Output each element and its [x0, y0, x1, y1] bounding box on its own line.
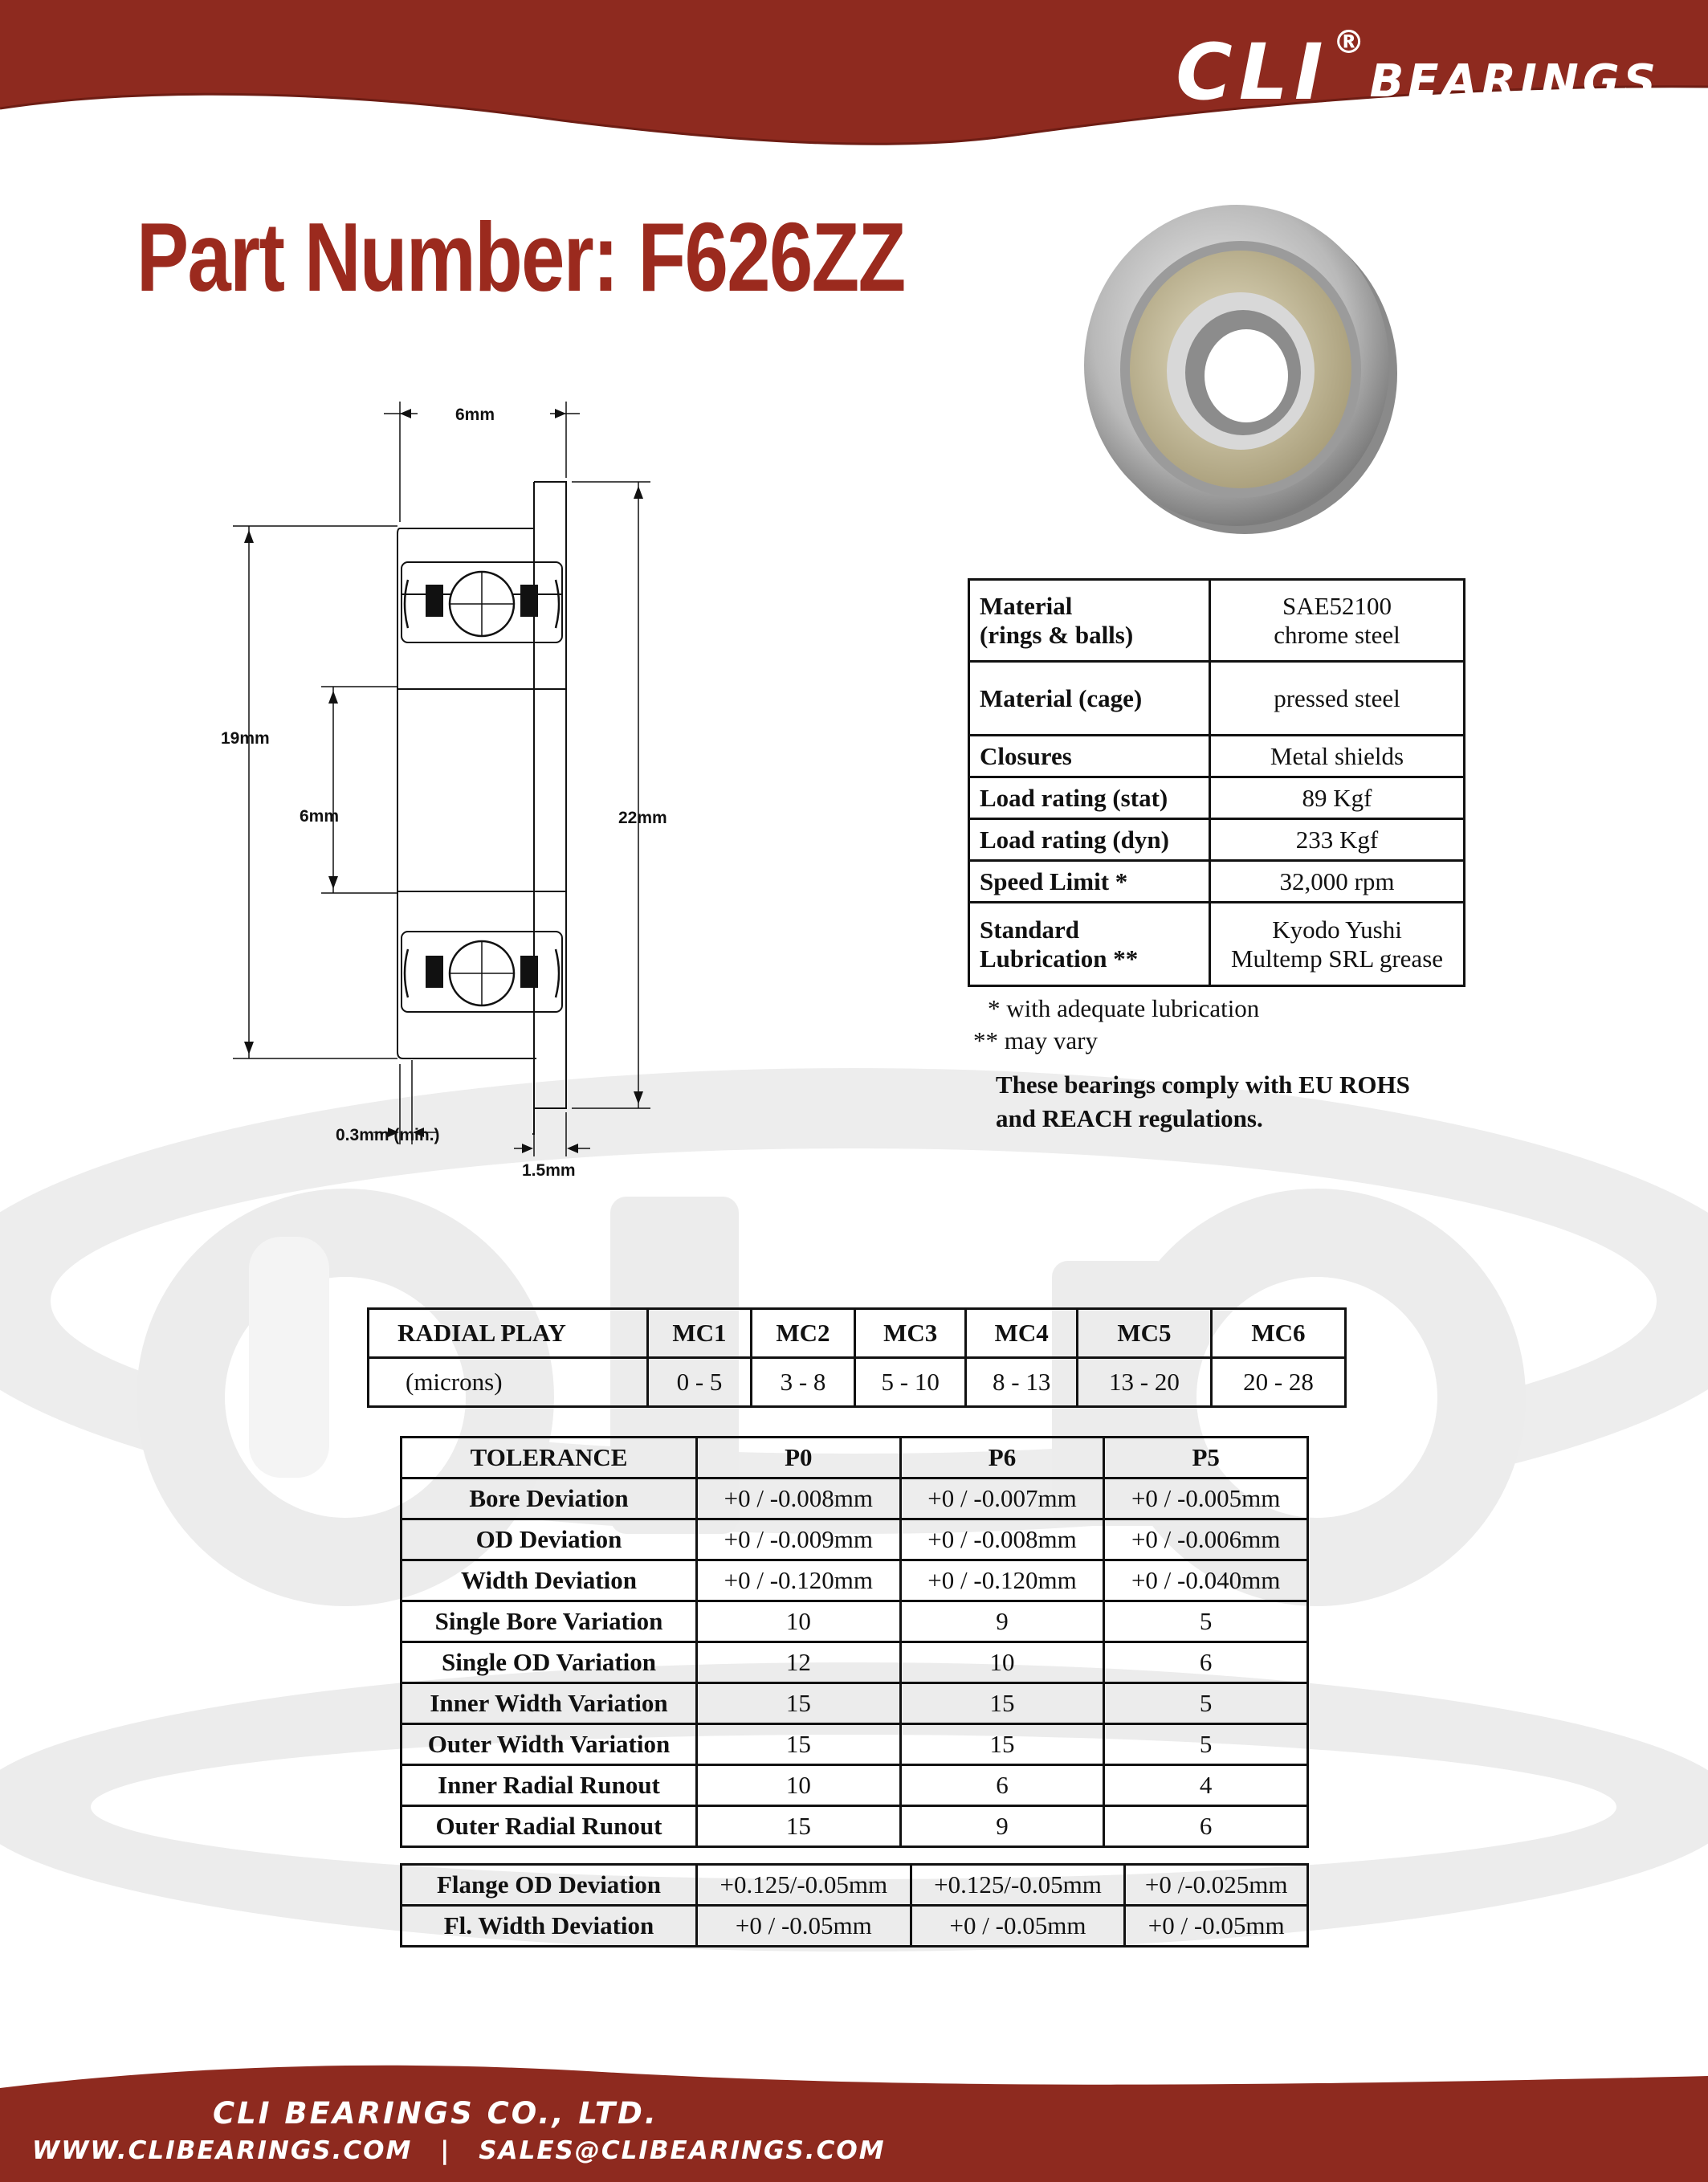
footer-contact	[32, 2136, 886, 2165]
tolerance-value: +0.125/-0.05mm	[697, 1865, 911, 1906]
radial-header-cell: MC1	[648, 1309, 752, 1358]
dim-outer-diameter: 19mm	[221, 729, 270, 748]
table-row	[402, 1560, 1308, 1601]
spec-key: Speed Limit *	[969, 861, 1210, 903]
tolerance-value: 5	[1104, 1724, 1308, 1765]
table-row	[402, 1642, 1308, 1683]
footer-company-name: CLI BEARINGS CO., LTD.	[213, 2096, 658, 2131]
tolerance-label: Fl. Width Deviation	[402, 1906, 697, 1947]
spec-value: 89 Kgf	[1210, 777, 1465, 819]
table-row	[402, 1601, 1308, 1642]
tolerance-value: +0 /-0.025mm	[1125, 1865, 1308, 1906]
radial-unit-cell: (microns)	[369, 1358, 648, 1407]
table-row	[402, 1865, 1308, 1906]
radial-header-cell: MC5	[1077, 1309, 1211, 1358]
spec-row	[969, 861, 1465, 903]
website-link[interactable]: WWW.CLIBEARINGS.COM	[32, 2136, 413, 2165]
tolerance-value: 10	[900, 1642, 1104, 1683]
radial-header-cell: MC2	[751, 1309, 854, 1358]
note-lubrication: * with adequate lubrication	[988, 994, 1260, 1022]
tolerance-value: 4	[1104, 1765, 1308, 1806]
spec-value: SAE52100 chrome steel	[1210, 580, 1465, 662]
spec-row	[969, 580, 1465, 662]
radial-header-cell: RADIAL PLAY	[369, 1309, 648, 1358]
dim-width: 6mm	[455, 406, 495, 424]
flange-tolerance-table	[400, 1863, 1309, 1947]
spec-row	[969, 736, 1465, 777]
tolerance-label: Width Deviation	[402, 1560, 697, 1601]
spec-row	[969, 903, 1465, 986]
tolerance-value: +0 / -0.120mm	[697, 1560, 901, 1601]
tolerance-value: 9	[900, 1601, 1104, 1642]
tolerance-table	[400, 1436, 1309, 1848]
spec-value: 233 Kgf	[1210, 819, 1465, 861]
dim-flange-od: 22mm	[618, 809, 667, 827]
tolerance-value: 9	[900, 1806, 1104, 1847]
tolerance-value: 15	[697, 1724, 901, 1765]
tolerance-value: +0 / -0.05mm	[1125, 1906, 1308, 1947]
spec-key: Material (cage)	[969, 662, 1210, 736]
dim-bore: 6mm	[300, 807, 340, 826]
spec-value: 32,000 rpm	[1210, 861, 1465, 903]
tolerance-header-cell: TOLERANCE	[402, 1438, 697, 1478]
radial-value-cell: 13 - 20	[1077, 1358, 1211, 1407]
table-row	[402, 1478, 1308, 1519]
table-row	[402, 1765, 1308, 1806]
tolerance-value: +0 / -0.008mm	[900, 1519, 1104, 1560]
tolerance-label: Outer Radial Runout	[402, 1806, 697, 1847]
table-row	[402, 1519, 1308, 1560]
tolerance-value: +0 / -0.005mm	[1104, 1478, 1308, 1519]
tolerance-value: +0 / -0.05mm	[911, 1906, 1125, 1947]
tolerance-value: 5	[1104, 1601, 1308, 1642]
email-link[interactable]: SALES@CLIBEARINGS.COM	[479, 2136, 886, 2165]
dim-flange-width: 1.5mm	[522, 1161, 576, 1180]
spec-row	[969, 662, 1465, 736]
radial-play-table	[367, 1307, 1347, 1408]
spec-value: Metal shields	[1210, 736, 1465, 777]
tolerance-value: +0.125/-0.05mm	[911, 1865, 1125, 1906]
tolerance-header-cell: P5	[1104, 1438, 1308, 1478]
tolerance-value: 15	[697, 1806, 901, 1847]
radial-value-cell: 8 - 13	[966, 1358, 1078, 1407]
spec-value: pressed steel	[1210, 662, 1465, 736]
dim-chamfer: 0.3mm (min.)	[336, 1126, 440, 1144]
spec-row	[969, 819, 1465, 861]
note-may-vary: ** may vary	[973, 1026, 1098, 1054]
table-row	[402, 1683, 1308, 1724]
rohs-compliance: These bearings comply with EU ROHS and REACH regulations.	[996, 1071, 1410, 1132]
tolerance-value: 6	[1104, 1806, 1308, 1847]
spec-key: Load rating (stat)	[969, 777, 1210, 819]
tolerance-header-cell: P6	[900, 1438, 1104, 1478]
radial-value-cell: 20 - 28	[1211, 1358, 1345, 1407]
bearing-photo	[1076, 201, 1397, 538]
table-row	[402, 1724, 1308, 1765]
tolerance-value: +0 / -0.040mm	[1104, 1560, 1308, 1601]
tolerance-label: OD Deviation	[402, 1519, 697, 1560]
spec-key: Standard Lubrication **	[969, 903, 1210, 986]
tolerance-label: Single OD Variation	[402, 1642, 697, 1683]
tolerance-value: 10	[697, 1601, 901, 1642]
tolerance-label: Outer Width Variation	[402, 1724, 697, 1765]
tolerance-value: +0 / -0.008mm	[697, 1478, 901, 1519]
table-row	[402, 1906, 1308, 1947]
spec-key: Load rating (dyn)	[969, 819, 1210, 861]
tolerance-label: Flange OD Deviation	[402, 1865, 697, 1906]
tolerance-value: +0 / -0.120mm	[900, 1560, 1104, 1601]
technical-drawing	[209, 394, 658, 1189]
radial-header-cell: MC3	[854, 1309, 966, 1358]
tolerance-value: 10	[697, 1765, 901, 1806]
radial-value-row	[369, 1358, 1346, 1407]
cli-bearings-logo[interactable]	[1176, 22, 1660, 117]
tolerance-value: 15	[697, 1683, 901, 1724]
logo-bearings-text: BEARINGS	[1369, 55, 1660, 108]
radial-header-cell: MC4	[966, 1309, 1078, 1358]
footer-separator: |	[440, 2136, 451, 2165]
tolerance-value: 15	[900, 1683, 1104, 1724]
registered-mark: ®	[1332, 24, 1365, 61]
spec-key: Material (rings & balls)	[969, 580, 1210, 662]
tolerance-label: Inner Width Variation	[402, 1683, 697, 1724]
tolerance-label: Single Bore Variation	[402, 1601, 697, 1642]
tolerance-value: 5	[1104, 1683, 1308, 1724]
spec-value: Kyodo Yushi Multemp SRL grease	[1210, 903, 1465, 986]
specs-table	[968, 578, 1465, 987]
tolerance-value: 15	[900, 1724, 1104, 1765]
spec-row	[969, 777, 1465, 819]
radial-header-row	[369, 1309, 1346, 1358]
logo-cli-text: CLI	[1176, 27, 1330, 117]
tolerance-value: 12	[697, 1642, 901, 1683]
tolerance-value: +0 / -0.009mm	[697, 1519, 901, 1560]
tolerance-value: 6	[900, 1765, 1104, 1806]
radial-value-cell: 0 - 5	[648, 1358, 752, 1407]
table-row	[402, 1806, 1308, 1847]
tolerance-header-row	[402, 1438, 1308, 1478]
tolerance-value: 6	[1104, 1642, 1308, 1683]
spec-key: Closures	[969, 736, 1210, 777]
tolerance-value: +0 / -0.05mm	[697, 1906, 911, 1947]
tolerance-value: +0 / -0.007mm	[900, 1478, 1104, 1519]
tolerance-value: +0 / -0.006mm	[1104, 1519, 1308, 1560]
tolerance-header-cell: P0	[697, 1438, 901, 1478]
tolerance-label: Inner Radial Runout	[402, 1765, 697, 1806]
radial-value-cell: 5 - 10	[854, 1358, 966, 1407]
page-title: Part Number: F626ZZ	[137, 202, 905, 312]
radial-value-cell: 3 - 8	[751, 1358, 854, 1407]
tolerance-label: Bore Deviation	[402, 1478, 697, 1519]
radial-header-cell: MC6	[1211, 1309, 1345, 1358]
